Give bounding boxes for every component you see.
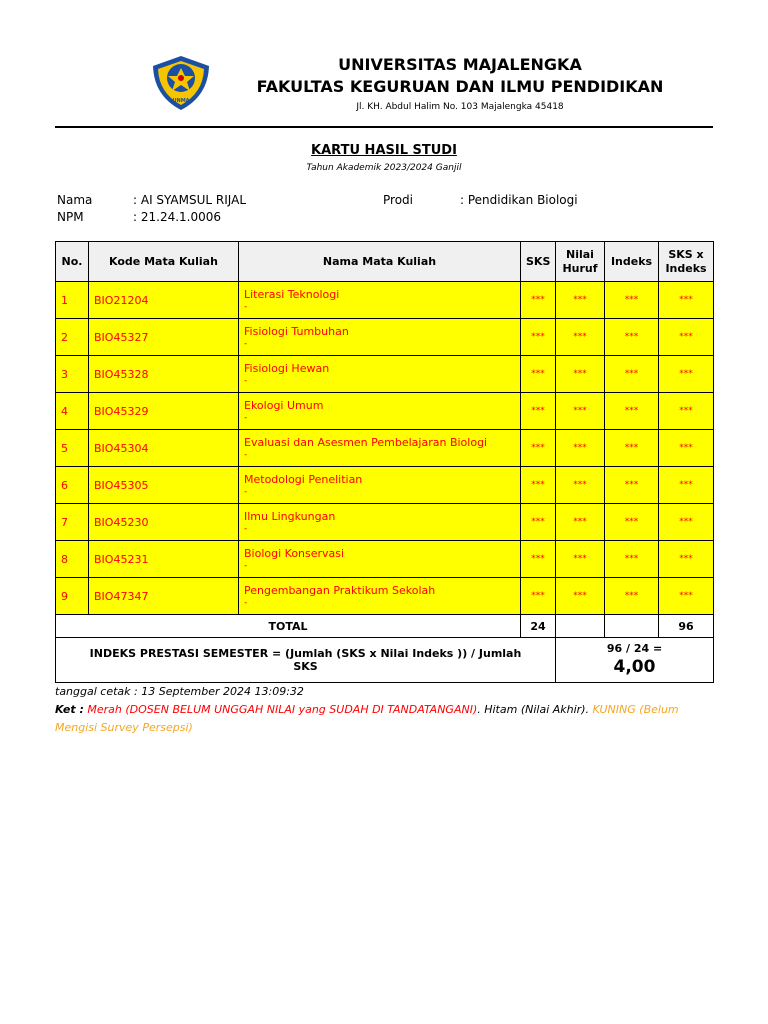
- row-nilai: ***: [556, 578, 605, 615]
- row-kode: BIO45231: [89, 541, 239, 578]
- row-no: 9: [56, 578, 89, 615]
- ips-label: INDEKS PRESTASI SEMESTER = (Jumlah (SKS x Nilai Indeks )) / Jumlah SKS: [56, 638, 556, 683]
- row-kode: BIO45230: [89, 504, 239, 541]
- table-row: [56, 282, 714, 319]
- col-nama: Nama Mata Kuliah: [239, 242, 521, 282]
- row-nama-cell: [239, 282, 521, 319]
- logo-text: UNMA: [172, 98, 190, 104]
- row-nama-sub: -: [244, 598, 248, 608]
- row-nilai: ***: [556, 393, 605, 430]
- npm-label: NPM: [57, 210, 84, 224]
- table-row: [56, 578, 714, 615]
- row-nama-cell: [239, 504, 521, 541]
- legend-note: [55, 701, 715, 737]
- row-nama-cell: [239, 578, 521, 615]
- row-nama: Pengembangan Praktikum Sekolah: [244, 584, 436, 597]
- row-sks-indeks: ***: [659, 467, 714, 504]
- row-nilai: ***: [556, 356, 605, 393]
- row-sks-indeks: ***: [659, 430, 714, 467]
- row-nama: Ilmu Lingkungan: [244, 510, 336, 523]
- prodi-label: Prodi: [383, 193, 413, 207]
- row-sks-indeks: ***: [659, 356, 714, 393]
- ket-red-text: Merah (DOSEN BELUM UNGGAH NILAI yang SUDAH DI TANDATANGANI): [83, 703, 478, 716]
- row-no: 7: [56, 504, 89, 541]
- row-no: 6: [56, 467, 89, 504]
- col-kode: Kode Mata Kuliah: [89, 242, 239, 282]
- row-nilai: ***: [556, 504, 605, 541]
- row-no: 4: [56, 393, 89, 430]
- row-nama-sub: -: [244, 450, 248, 460]
- row-sks-indeks: ***: [659, 393, 714, 430]
- row-sks-indeks: ***: [659, 541, 714, 578]
- row-nilai: ***: [556, 430, 605, 467]
- row-no: 3: [56, 356, 89, 393]
- table-row: [56, 319, 714, 356]
- row-sks: ***: [521, 319, 556, 356]
- col-nilai-huruf: Nilai Huruf: [556, 242, 605, 282]
- row-nilai: ***: [556, 282, 605, 319]
- ips-result-cell: [556, 638, 714, 683]
- row-sks: ***: [521, 541, 556, 578]
- row-sks: ***: [521, 467, 556, 504]
- faculty-name: FAKULTAS KEGURUAN DAN ILMU PENDIDIKAN: [256, 77, 664, 96]
- prodi-value: : Pendidikan Biologi: [460, 193, 578, 207]
- row-indeks: ***: [605, 578, 659, 615]
- row-nama-cell: [239, 393, 521, 430]
- row-nama-cell: [239, 467, 521, 504]
- row-sks: ***: [521, 504, 556, 541]
- col-no: No.: [56, 242, 89, 282]
- row-no: 5: [56, 430, 89, 467]
- row-nama-cell: [239, 356, 521, 393]
- table-row: [56, 541, 714, 578]
- row-kode: BIO45327: [89, 319, 239, 356]
- row-sks: ***: [521, 430, 556, 467]
- row-nama: Biologi Konservasi: [244, 547, 345, 560]
- row-sks: ***: [521, 356, 556, 393]
- row-nama: Metodologi Penelitian: [244, 473, 363, 486]
- row-nama: Ekologi Umum: [244, 399, 324, 412]
- table-row: [56, 430, 714, 467]
- table-header-row: [56, 242, 714, 282]
- ips-row: [56, 638, 714, 683]
- row-nilai: ***: [556, 319, 605, 356]
- row-sks: ***: [521, 393, 556, 430]
- page-header: [0, 52, 768, 116]
- row-nama-sub: -: [244, 524, 248, 534]
- row-no: 8: [56, 541, 89, 578]
- total-indeks: [605, 615, 659, 638]
- total-label: TOTAL: [56, 615, 521, 638]
- row-nama-sub: -: [244, 561, 248, 571]
- row-nama-cell: [239, 430, 521, 467]
- total-sks: 24: [521, 615, 556, 638]
- col-sks-indeks: SKS x Indeks: [659, 242, 714, 282]
- row-nama: Evaluasi dan Asesmen Pembelajaran Biologi: [244, 436, 488, 449]
- row-nama-sub: -: [244, 376, 248, 386]
- row-sks: ***: [521, 282, 556, 319]
- row-indeks: ***: [605, 282, 659, 319]
- print-date: tanggal cetak : 13 September 2024 13:09:32: [55, 685, 304, 698]
- ket-label: Ket :: [55, 703, 84, 716]
- total-row: [56, 615, 714, 638]
- row-kode: BIO45304: [89, 430, 239, 467]
- row-indeks: ***: [605, 430, 659, 467]
- table-row: [56, 467, 714, 504]
- ket-orange-text: KUNING (Belum Mengisi Survey Persepsi): [55, 703, 679, 734]
- row-no: 1: [56, 282, 89, 319]
- row-kode: BIO45305: [89, 467, 239, 504]
- row-nama-sub: -: [244, 339, 248, 349]
- row-sks-indeks: ***: [659, 282, 714, 319]
- row-kode: BIO47347: [89, 578, 239, 615]
- row-indeks: ***: [605, 356, 659, 393]
- document-title: KARTU HASIL STUDI: [311, 143, 457, 158]
- total-sks-indeks: 96: [659, 615, 714, 638]
- row-indeks: ***: [605, 467, 659, 504]
- row-nama-cell: [239, 541, 521, 578]
- row-nama-cell: [239, 319, 521, 356]
- row-indeks: ***: [605, 541, 659, 578]
- row-sks-indeks: ***: [659, 319, 714, 356]
- row-sks-indeks: ***: [659, 578, 714, 615]
- header-divider: [55, 126, 713, 128]
- table-row: [56, 393, 714, 430]
- university-logo-icon: [150, 54, 212, 112]
- university-name: UNIVERSITAS MAJALENGKA: [338, 55, 582, 74]
- row-nilai: ***: [556, 467, 605, 504]
- row-kode: BIO21204: [89, 282, 239, 319]
- row-nama: Fisiologi Hewan: [244, 362, 330, 375]
- row-no: 2: [56, 319, 89, 356]
- grades-table: [55, 241, 714, 683]
- row-indeks: ***: [605, 504, 659, 541]
- university-address: Jl. KH. Abdul Halim No. 103 Majalengka 45418: [356, 102, 564, 112]
- name-label: Nama: [57, 193, 93, 207]
- row-indeks: ***: [605, 319, 659, 356]
- ket-black-text: . Hitam (Nilai Akhir).: [477, 703, 593, 716]
- col-sks: SKS: [521, 242, 556, 282]
- row-indeks: ***: [605, 393, 659, 430]
- row-sks: ***: [521, 578, 556, 615]
- row-nama: Fisiologi Tumbuhan: [244, 325, 349, 338]
- row-nama-sub: -: [244, 487, 248, 497]
- ips-value: 4,00: [613, 657, 656, 677]
- col-indeks: Indeks: [605, 242, 659, 282]
- row-kode: BIO45328: [89, 356, 239, 393]
- name-value: : AI SYAMSUL RIJAL: [133, 193, 246, 207]
- footnote: [55, 683, 715, 737]
- row-nama: Literasi Teknologi: [244, 288, 340, 301]
- total-nilai: [556, 615, 605, 638]
- row-nilai: ***: [556, 541, 605, 578]
- table-row: [56, 504, 714, 541]
- academic-year: Tahun Akademik 2023/2024 Ganjil: [306, 163, 462, 173]
- npm-value: : 21.24.1.0006: [133, 210, 222, 224]
- row-kode: BIO45329: [89, 393, 239, 430]
- row-sks-indeks: ***: [659, 504, 714, 541]
- row-nama-sub: -: [244, 413, 248, 423]
- ips-formula: 96 / 24 =: [606, 642, 663, 655]
- table-row: [56, 356, 714, 393]
- row-nama-sub: -: [244, 302, 248, 312]
